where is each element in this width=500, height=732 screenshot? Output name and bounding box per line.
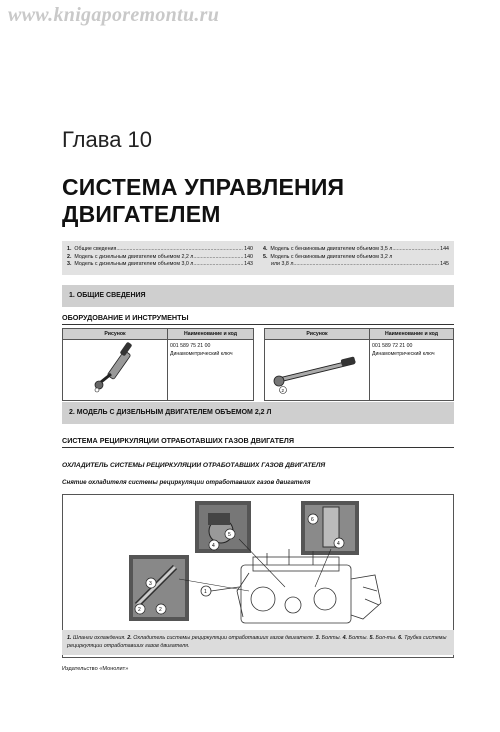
col-header-picture: Рисунок	[265, 329, 370, 340]
toc-left-column	[67, 246, 253, 269]
engine-drawing	[201, 549, 381, 623]
tool-code: 001 589 75 21 00	[170, 343, 211, 349]
tool-table-right	[264, 328, 454, 401]
tool-name: Динамометрический ключ	[372, 351, 435, 357]
toc-text: Модель с бензиновым двигателем объемом 3,5 л	[270, 246, 393, 252]
toc-item[interactable]	[67, 246, 253, 254]
page-title	[62, 174, 344, 228]
engine-photo-2	[301, 501, 359, 555]
tool-description	[168, 340, 254, 401]
callout-2-label: 2	[281, 387, 285, 393]
toc-page: 144	[440, 246, 449, 252]
title-line-1: СИСТЕМА УПРАВЛЕНИЯ	[62, 174, 345, 200]
chapter-label: Глава 10	[62, 127, 153, 152]
equipment-heading: ОБОРУДОВАНИЕ И ИНСТРУМЕНТЫ	[62, 313, 454, 325]
tool-name: Динамометрический ключ	[170, 351, 233, 357]
toc-page: 140	[244, 246, 253, 252]
callout-3-label: 3	[149, 581, 152, 587]
toc-text: Модель с дизельным двигателем объемом 3,0 л	[74, 261, 194, 268]
toc-item[interactable]	[263, 254, 449, 262]
col-header-picture: Рисунок	[63, 329, 168, 340]
torque-wrench-horizontal-icon	[274, 356, 356, 393]
section-1-header: 1. ОБЩИЕ СВЕДЕНИЯ	[62, 285, 454, 307]
toc-text: или 3,8 л	[271, 261, 294, 268]
toc-num: 2.	[67, 253, 72, 260]
egr-system-heading: СИСТЕМА РЕЦИРКУЛЯЦИИ ОТРАБОТАВШИХ ГАЗОВ ДВИГАТЕЛЯ	[62, 436, 454, 448]
toc-num: 3.	[67, 261, 72, 268]
tool-description	[370, 340, 454, 401]
callout-4b-label: 4	[337, 541, 340, 547]
engine-photo-1	[195, 501, 251, 553]
toc-text: Общие сведения	[74, 246, 117, 252]
toc-page: 145	[440, 261, 449, 268]
toc-item[interactable]	[67, 261, 253, 269]
toc-right-column	[263, 246, 449, 269]
toc-text: Модель с бензиновым двигателем объемом 3,2 л	[270, 253, 393, 260]
callout-6-label: 6	[311, 517, 314, 523]
callout-4-label: 4	[212, 543, 215, 549]
toc-num: 4.	[263, 246, 268, 252]
toc-item[interactable]	[67, 254, 253, 262]
callout-2c-label: 2	[159, 607, 162, 613]
section-2-header: 2. МОДЕЛЬ С ДИЗЕЛЬНЫМ ДВИГАТЕЛЕМ ОБЪЕМОМ 2,2 Л	[62, 402, 454, 424]
toc-page: 143	[244, 261, 253, 268]
figure-caption: 1. Шланги охлаждения. 2. Охладитель системы рециркуляции отработавших газов двигателя. 3. Болты. 4. Болты. 5. Бол-ты. 6. Трубка системы рециркуляции отработавших газов двигателя.	[62, 630, 454, 655]
callout-2b-label: 2	[138, 607, 141, 613]
callout-1-label: 1	[204, 589, 207, 595]
toc-num: 5.	[263, 253, 268, 260]
toc-num: 1.	[67, 246, 72, 252]
callout-5-label: 5	[228, 532, 231, 538]
toc-item[interactable]	[263, 246, 449, 254]
tool-image	[265, 340, 370, 401]
engine-photo-3	[129, 555, 189, 621]
watermark: www.knigaporemontu.ru	[8, 4, 220, 26]
col-header-name-code: Наименование и код	[370, 329, 454, 340]
toc-text: Модель с дизельным двигателем объемом 2,2 л	[74, 253, 194, 260]
tool-image	[63, 340, 168, 401]
torque-wrench-vertical-icon	[95, 342, 132, 392]
tool-code: 001 589 72 21 00	[372, 343, 413, 349]
toc-item[interactable]	[263, 261, 449, 269]
table-of-contents	[62, 241, 454, 275]
tool-table-left	[62, 328, 254, 401]
publisher-footer: Издательство «Монолит»	[62, 666, 129, 672]
egr-cooler-heading: ОХЛАДИТЕЛЬ СИСТЕМЫ РЕЦИРКУЛЯЦИИ ОТРАБОТАВШИХ ГАЗОВ ДВИГАТЕЛЯ	[62, 462, 326, 469]
removal-procedure-heading: Снятие охладителя системы рециркуляции отработавших газов двигателя	[62, 479, 311, 486]
col-header-name-code: Наименование и код	[168, 329, 254, 340]
toc-page: 140	[244, 253, 253, 260]
title-line-2: ДВИГАТЕЛЕМ	[62, 201, 221, 227]
